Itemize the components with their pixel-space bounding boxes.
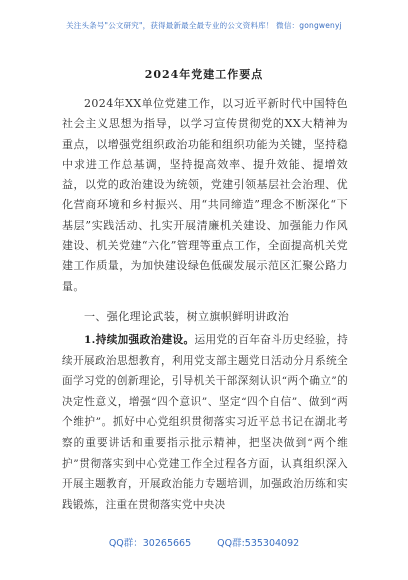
subsection-heading: 1.持续加强政治建设。 [84,334,195,346]
section-heading: 一、强化理论武装，树立旗帜鲜明讲政治 [84,310,290,323]
footer-qq-group-1: QQ群：30265665 [108,538,192,549]
document-title: 2024年党建工作要点 [144,68,264,81]
intro-paragraph: 2024年XX单位党建工作，以习近平新时代中国特色社会主义思想为指导，以学习宣传贯彻党的XX大精神为重点，以增强党组织政治功能和组织功能为关键，坚持稳中求进工作总基调，坚持提高效率、提升效能、提增效益，以党的政治建设为统领，党建引领基层社会治理、优化营商环境和乡村振兴、用“共同缔造”理念不断深化“下基层”实践活动、扎实开展清廉机关建设、加强能力作风建设、机关党建“六化”管理等重点工作，全面提高机关党建工作质量，为加快建设绿色低碳发展示范区汇聚公路力量。 [62,97,348,293]
footer-contacts [0,535,408,549]
subsection-body: 运用党的百年奋斗历史经验，持续开展政治思想教育，利用党支部主题党日活动分月系统全面学习党的创新理论，引导机关干部深刻认识“两个确立”的决定性意义，增强“四个意识”、坚定“四个自信”、做到“两个维护”。抓好中心党组织贯彻落实习近平总书记在湖北考察的重要讲话和重要指示批示精神，把坚决做到“两个维护”贯彻落实到中心党建工作全过程各方面，认真组织深入开展主题教育，开展政治能力专题培训，加强政治历练和实践锻炼，注重在贯彻落实党中央决 [62,334,349,511]
footer-qq-group-2: QQ群:535304092 [217,538,300,549]
subsection-block [62,330,348,515]
intro-paragraph-block [62,94,348,297]
subsection-paragraph [62,330,348,515]
header-banner: 关注头条号"公文研究"，获得最新最全最专业的公文资料库！ 微信：gongwenyj [66,21,342,30]
